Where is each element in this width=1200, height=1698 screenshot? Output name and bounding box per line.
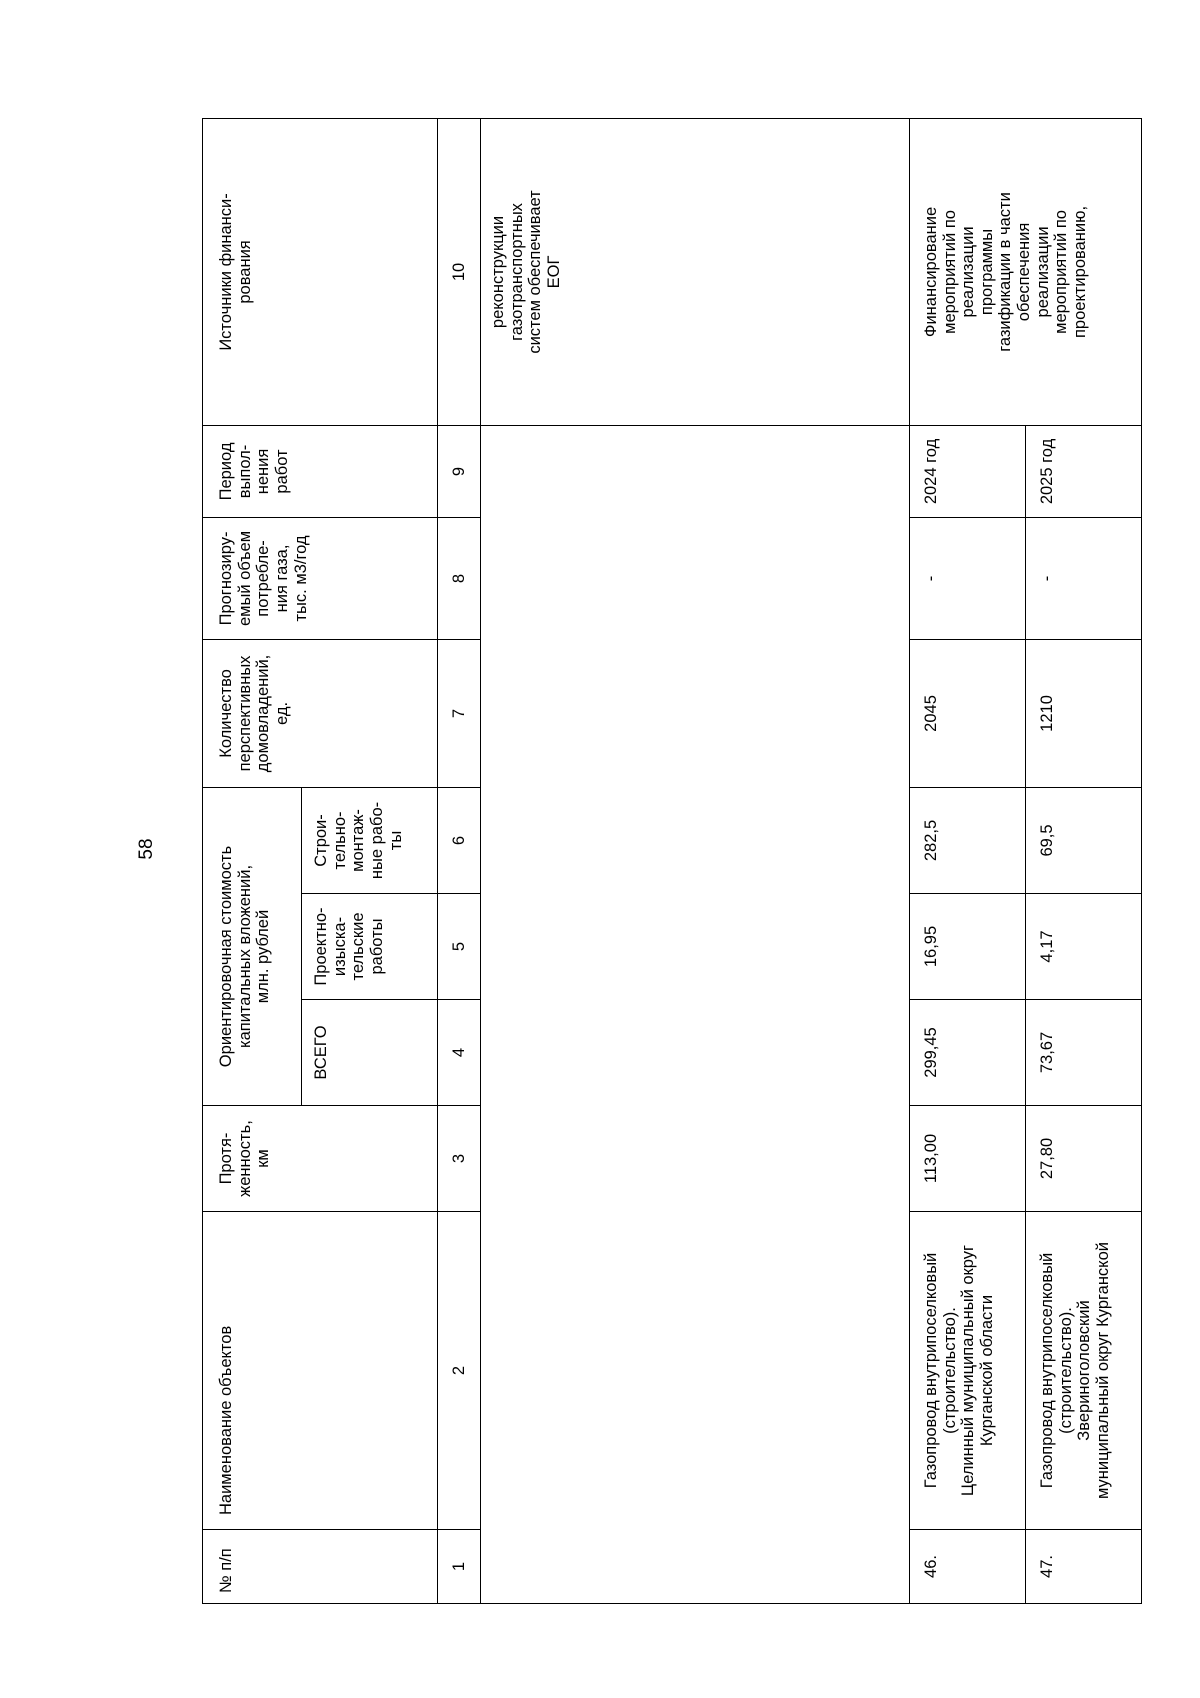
header-col-construction: Строи- тельно- монтаж- ные рабо- ты	[302, 787, 438, 893]
row-number: 46.	[909, 1530, 1025, 1604]
gas-pipeline-table	[202, 118, 1142, 1604]
rotated-table-wrapper	[202, 119, 1142, 1604]
column-number: 10	[437, 118, 480, 425]
row-number: 47.	[1025, 1530, 1141, 1604]
row-construction: 69,5	[1025, 787, 1141, 893]
continuation-row	[480, 118, 909, 1603]
row-design: 4,17	[1025, 894, 1141, 1000]
row-households: 2045	[909, 639, 1025, 787]
row-length: 113,00	[909, 1106, 1025, 1212]
row-gas-volume: -	[1025, 517, 1141, 639]
row-total: 299,45	[909, 1000, 1025, 1106]
header-col-cost-group: Ориентировочная стоимость капитальных вложений, млн. рублей	[203, 787, 302, 1105]
header-col-length: Протя- женность, км	[203, 1106, 438, 1212]
row-design: 16,95	[909, 894, 1025, 1000]
row-object-name: Газопровод внутрипоселковый (строительство). Звериноголовский муниципальный округ Курганской	[1025, 1212, 1141, 1530]
column-number: 9	[437, 425, 480, 517]
header-col-design: Проектно- изыска- тельские работы	[302, 894, 438, 1000]
page-number: 58	[136, 838, 157, 860]
header-col-period: Период выпол- нения работ	[203, 425, 438, 517]
column-number-row	[437, 118, 480, 1603]
continuation-empty-cell	[480, 425, 909, 1603]
table-row	[909, 118, 1025, 1603]
column-number: 8	[437, 517, 480, 639]
column-number: 5	[437, 894, 480, 1000]
column-number: 6	[437, 787, 480, 893]
column-number: 7	[437, 639, 480, 787]
row-funding: Финансирование мероприятий по реализации программы газификации в части обеспечения реализации мероприятий по проектированию,	[909, 118, 1141, 425]
row-construction: 282,5	[909, 787, 1025, 893]
header-col-name: Наименование объектов	[203, 1212, 438, 1530]
row-object-name: Газопровод внутрипоселковый (строительство). Целинный муниципальный округ Курганской области	[909, 1212, 1025, 1530]
row-period: 2025 год	[1025, 425, 1141, 517]
header-col-total: ВСЕГО	[302, 1000, 438, 1106]
column-number: 2	[437, 1212, 480, 1530]
column-number: 1	[437, 1530, 480, 1604]
column-number: 4	[437, 1000, 480, 1106]
row-period: 2024 год	[909, 425, 1025, 517]
row-gas-volume: -	[909, 517, 1025, 639]
header-col-funding: Источники финанси- рования	[203, 118, 438, 425]
continuation-text: реконструкции газотранспортных систем обеспечивает ЕОГ	[480, 118, 909, 425]
header-col-gas-volume: Прогнозиру- емый объем потребле- ния газа, тыс. м3/год	[203, 517, 438, 639]
header-col-households: Количество перспективных домовладений, ед.	[203, 639, 438, 787]
row-households: 1210	[1025, 639, 1141, 787]
row-total: 73,67	[1025, 1000, 1141, 1106]
column-number: 3	[437, 1106, 480, 1212]
row-length: 27,80	[1025, 1106, 1141, 1212]
header-col-number: № п/п	[203, 1530, 438, 1604]
